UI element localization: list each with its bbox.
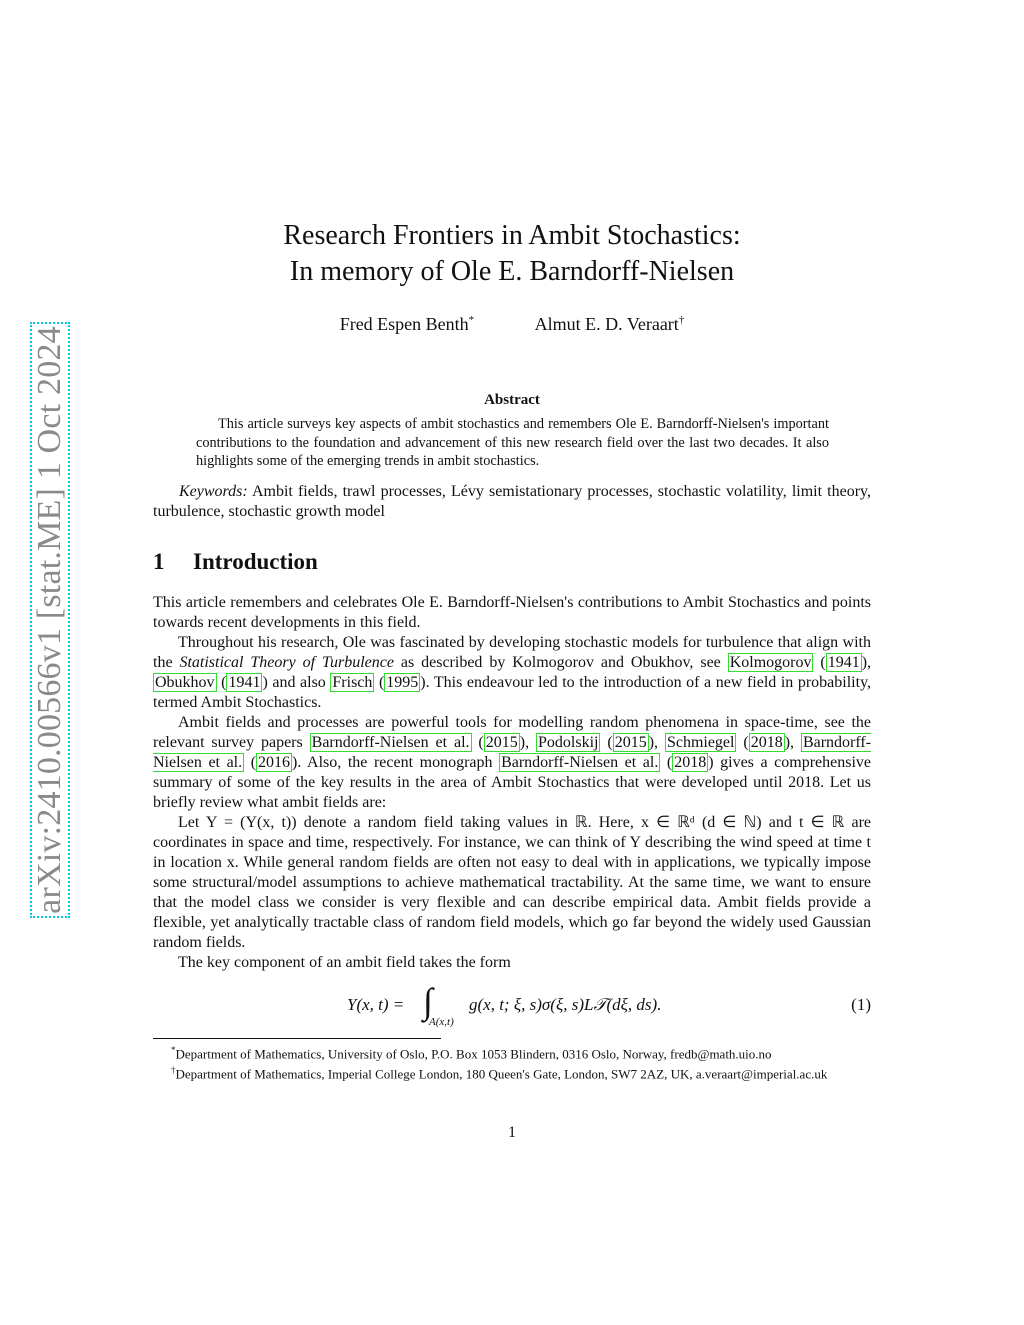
footnote-1: [153, 1042, 871, 1062]
p2-emphasis: Statistical Theory of Turbulence: [179, 654, 394, 671]
body-text: [153, 593, 871, 973]
equation-rhs: g(x, t; ξ, s)σ(ξ, s)L𝒯(dξ, ds).: [469, 995, 662, 1014]
citation-bn-2018-year[interactable]: 2018: [674, 754, 707, 771]
p2-text-end: ). This endeavour led to the introduction of a new field in probability, termed Ambit Stochastics.: [153, 674, 872, 711]
citation-bn-2015-year[interactable]: 2015: [485, 734, 518, 751]
footnote-1-text: Department of Mathematics, University of Oslo, P.O. Box 1053 Blindern, 0316 Oslo, Norway, fredb@math.uio.no: [175, 1046, 772, 1062]
authors: [0, 314, 1024, 335]
paragraph-2: Throughout his research, Ole was fascinated by developing stochastic models for turbulence that align with the Statistical Theory of Turbulence as described by Kolmogorov and Obukhov, see Kolmogorov ( 1941 ), Obukhov ( 1941 ) and also Frisch ( 1995 ). This endeavour led to the introduction of a new field in probability, termed Ambit Stochastics.: [153, 634, 872, 711]
citation-kolmogorov-year[interactable]: 1941: [827, 654, 860, 671]
p3-text-end: ) gives a comprehensive summary of some of the key results in the area of Ambit Stochastics that were developed until 2018. Let us briefly review what ambit fields are:: [153, 754, 872, 811]
author-2: [535, 314, 685, 334]
author-2-name: Almut E. D. Veraart: [534, 314, 679, 334]
equation-number[interactable]: (1): [851, 995, 871, 1014]
citation-obukhov-year[interactable]: 1941: [228, 674, 261, 691]
citation-frisch[interactable]: Frisch: [332, 674, 373, 691]
citation-schmiegel[interactable]: Schmiegel: [666, 734, 735, 751]
arxiv-stamp[interactable]: [30, 322, 70, 918]
author-1-mark: *: [468, 314, 475, 326]
author-2-mark: †: [678, 314, 685, 326]
paragraph-4: Let Y = (Y(x, t)) denote a random field taking values in ℝ. Here, x ∈ ℝᵈ (d ∈ ℕ) and t ∈ ℝ are coordinates in space and time, respectively. For instance, we can think of Y describing the wind speed at time t in location x. While general random fields are often not easy to deal with in applications, we typically impose some structural/model assumptions to achieve mathematical tractability. At the same time, we want to ensure that the model class we consider is very flexible and can describe empirical data. Ambit fields provide a flexible, yet analytically tractable class of random field models, which go far beyond the widely used Gaussian random fields.: [153, 814, 871, 951]
abstract-heading: Abstract: [484, 392, 540, 408]
citation-obukhov[interactable]: Obukhov: [155, 674, 215, 691]
p3-text-b: ). Also, the recent monograph: [292, 754, 500, 771]
citation-podolskij-year[interactable]: 2015: [614, 734, 647, 751]
integral-sign: ∫: [423, 981, 433, 1021]
footnotes: [153, 1042, 871, 1083]
p2-text-a: Throughout his research, Ole was fascinated by developing stochastic models for turbulence that align with the: [153, 634, 871, 671]
footnote-1-mark: *: [171, 1045, 176, 1055]
citation-bn-2018[interactable]: Barndorff-Nielsen et al.: [501, 754, 659, 771]
citation-schmiegel-year[interactable]: 2018: [750, 734, 783, 751]
paragraph-1: This article remembers and celebrates Ole E. Barndorff-Nielsen's contributions to Ambit Stochastics and points towards recent developments in this field.: [153, 594, 871, 631]
equation-lhs: Y(x, t) =: [347, 995, 405, 1014]
citation-kolmogorov[interactable]: Kolmogorov: [729, 654, 812, 671]
keywords: [153, 482, 871, 522]
section-number: 1: [153, 549, 165, 574]
citation-frisch-year[interactable]: 1995: [386, 674, 419, 691]
footnote-2-text: Department of Mathematics, Imperial College London, 180 Queen's Gate, London, SW7 2AZ, UK, a.veraart@imperial.ac.uk: [175, 1066, 828, 1082]
author-1-name: Fred Espen Benth: [339, 314, 469, 334]
title-line-1: Research Frontiers in Ambit Stochastics:: [283, 220, 741, 251]
section-heading: [153, 549, 318, 575]
citation-bn-2016-year[interactable]: 2016: [258, 754, 291, 771]
integral-domain: A(x,t): [429, 1016, 454, 1028]
equation-1: [153, 981, 871, 1028]
p2-text-mid: ) and also: [262, 674, 331, 691]
arxiv-id[interactable]: arXiv:2410.00566v1 [stat.ME] 1 Oct 2024: [31, 326, 68, 914]
footnote-rule: [153, 1038, 441, 1039]
citation-bn-2015[interactable]: Barndorff-Nielsen et al.: [311, 734, 470, 751]
keywords-text: Ambit fields, trawl processes, Lévy semistationary processes, stochastic volatility, limit theory, turbulence, stochastic growth model: [153, 483, 871, 520]
p3-text-a: Ambit fields and processes are powerful tools for modelling random phenomena in space-time, see the relevant survey papers: [153, 714, 871, 751]
keywords-label: Keywords:: [179, 483, 248, 500]
page-number: 1: [508, 1124, 516, 1141]
title-line-2: In memory of Ole E. Barndorff-Nielsen: [289, 256, 735, 287]
p2-text-b: as described by Kolmogorov and Obukhov, see: [393, 654, 728, 671]
citation-bn-2016[interactable]: Barndorff-Nielsen et al.: [153, 734, 872, 771]
citation-podolskij[interactable]: Podolskij: [538, 734, 599, 751]
paragraph-3: Ambit fields and processes are powerful tools for modelling random phenomena in space-time, see the relevant survey papers Barndorff-Nielsen et al. ( 2015 ), Podolskij ( 2015 ), Schmiegel ( 2018 ), Barndorff-Nielsen et al. ( 2016 ). Also, the recent monograph Barndorff-Nielsen et al. ( 2018 ) gives a comprehensive summary of some of the key results in the area of Ambit Stochastics that were developed until 2018. Let us briefly review what ambit fields are:: [153, 714, 872, 811]
paragraph-5: The key component of an ambit field takes the form: [178, 954, 511, 971]
footnote-2: [153, 1062, 871, 1082]
author-1: [340, 314, 474, 334]
abstract-text: This article surveys key aspects of ambit stochastics and remembers Ole E. Barndorff-Nielsen's important contributions to the foundation and advancement of this new research field over the last two decades. It also highlights some of the emerging trends in ambit stochastics.: [196, 416, 829, 469]
section-title: Introduction: [193, 549, 318, 574]
footnote-2-mark: †: [171, 1065, 176, 1076]
